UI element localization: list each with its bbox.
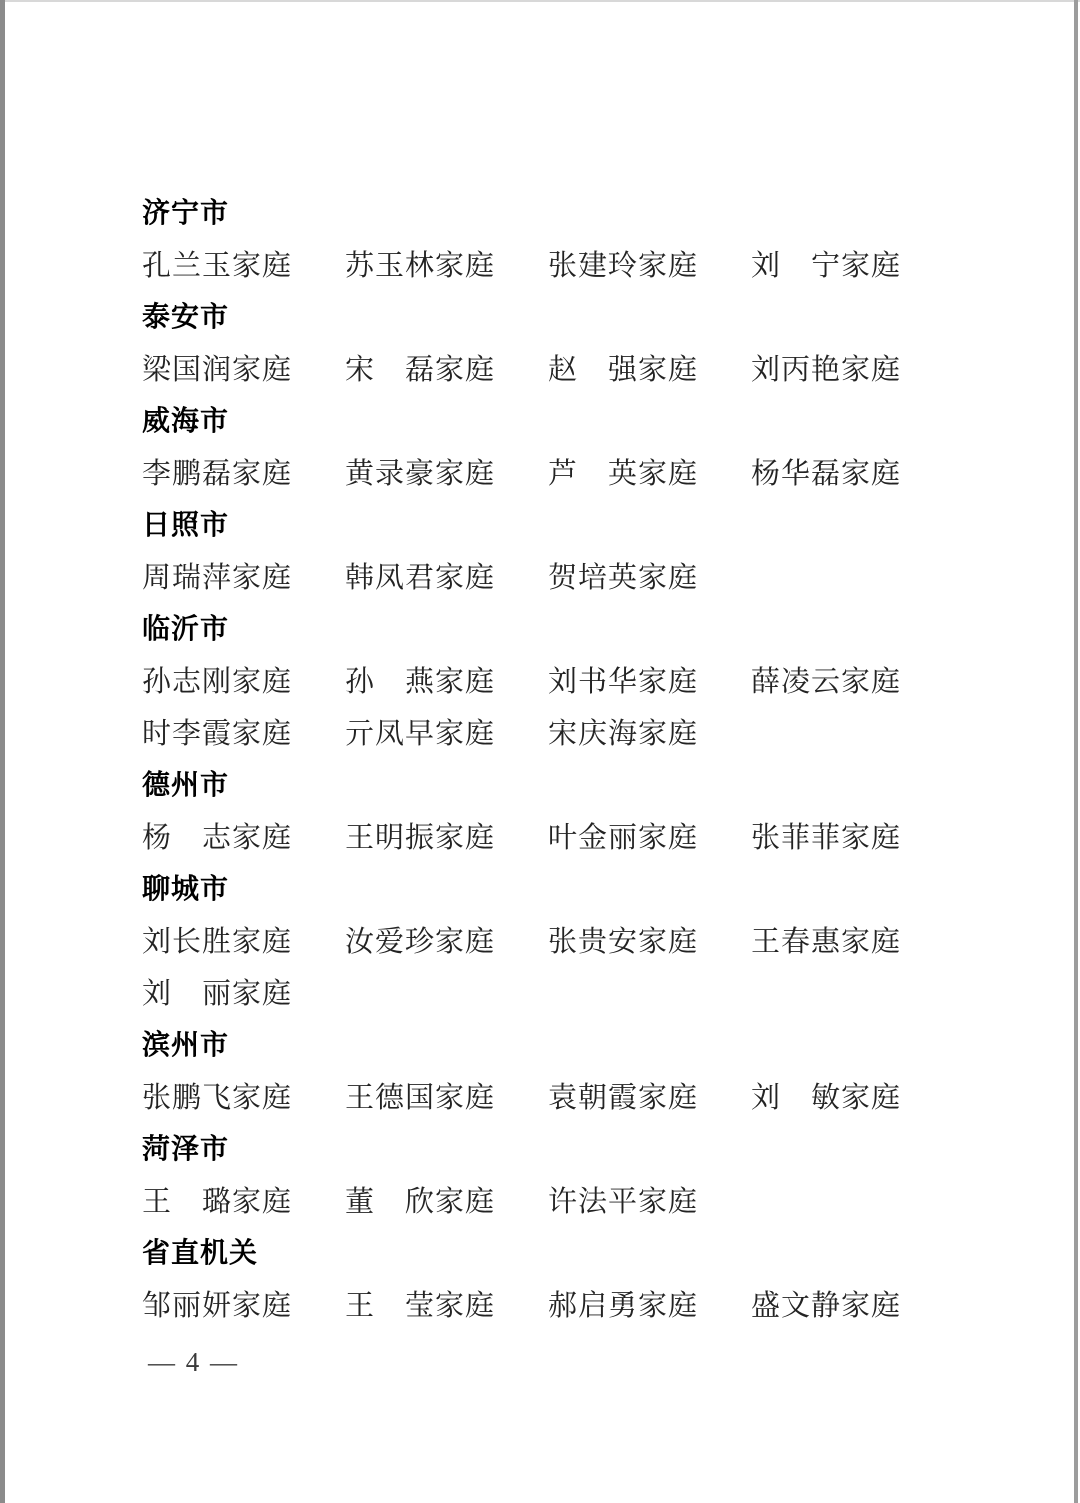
family-name-row — [0, 809, 1080, 861]
family-name: 王春惠家庭 — [751, 925, 902, 958]
city-section — [0, 185, 1080, 289]
city-heading: 聊城市 — [142, 873, 230, 904]
family-name: 刘丙艳家庭 — [751, 353, 902, 386]
city-heading: 日照市 — [142, 509, 230, 540]
family-name: 盛文静家庭 — [751, 1289, 902, 1322]
family-name: 韩凤君家庭 — [345, 561, 496, 594]
family-name: 宋 磊家庭 — [345, 353, 496, 386]
family-name: 郝启勇家庭 — [548, 1289, 699, 1322]
city-heading: 济宁市 — [142, 197, 230, 228]
family-name: 芦 英家庭 — [548, 457, 699, 490]
family-name: 黄录豪家庭 — [345, 457, 496, 490]
family-name: 刘 敏家庭 — [751, 1081, 902, 1114]
family-name: 亓凤早家庭 — [345, 717, 496, 750]
family-name: 刘 丽家庭 — [142, 977, 293, 1010]
city-section — [0, 601, 1080, 757]
family-name: 孔兰玉家庭 — [142, 249, 293, 282]
city-section — [0, 497, 1080, 601]
family-name-row — [0, 965, 1080, 1017]
family-name: 孙志刚家庭 — [142, 665, 293, 698]
family-name: 杨华磊家庭 — [751, 457, 902, 490]
family-name: 梁国润家庭 — [142, 353, 293, 386]
city-section — [0, 757, 1080, 861]
family-name: 袁朝霞家庭 — [548, 1081, 699, 1114]
city-heading: 菏泽市 — [142, 1133, 230, 1164]
family-name: 张贵安家庭 — [548, 925, 699, 958]
family-name: 苏玉林家庭 — [345, 249, 496, 282]
family-name: 杨 志家庭 — [142, 821, 293, 854]
family-name: 王 璐家庭 — [142, 1185, 293, 1218]
page-number: — 4 — — [148, 1346, 239, 1377]
city-heading: 省直机关 — [142, 1237, 259, 1268]
family-name-row — [0, 913, 1080, 965]
family-name-row — [0, 1069, 1080, 1121]
family-name: 汝爱珍家庭 — [345, 925, 496, 958]
family-name: 王 莹家庭 — [345, 1289, 496, 1322]
family-name: 李鹏磊家庭 — [142, 457, 293, 490]
family-name: 刘书华家庭 — [548, 665, 699, 698]
family-name: 赵 强家庭 — [548, 353, 699, 386]
city-section — [0, 1017, 1080, 1121]
family-name-row — [0, 341, 1080, 393]
family-name: 薛凌云家庭 — [751, 665, 902, 698]
family-name: 叶金丽家庭 — [548, 821, 699, 854]
city-section — [0, 1225, 1080, 1329]
family-name: 周瑞萍家庭 — [142, 561, 293, 594]
family-name: 董 欣家庭 — [345, 1185, 496, 1218]
family-name: 贺培英家庭 — [548, 561, 699, 594]
family-name: 许法平家庭 — [548, 1185, 699, 1218]
family-name-row — [0, 237, 1080, 289]
city-heading: 威海市 — [142, 405, 230, 436]
family-name-row — [0, 445, 1080, 497]
city-section — [0, 1121, 1080, 1225]
city-section — [0, 393, 1080, 497]
family-name-row — [0, 653, 1080, 705]
family-name: 王德国家庭 — [345, 1081, 496, 1114]
document-body — [0, 185, 1080, 1329]
family-name: 孙 燕家庭 — [345, 665, 496, 698]
family-name-row — [0, 705, 1080, 757]
family-name: 宋庆海家庭 — [548, 717, 699, 750]
family-name: 张鹏飞家庭 — [142, 1081, 293, 1114]
page-edge-top — [0, 0, 1080, 2]
family-name-row — [0, 1277, 1080, 1329]
family-name: 邹丽妍家庭 — [142, 1289, 293, 1322]
family-name: 时李霞家庭 — [142, 717, 293, 750]
family-name: 刘长胜家庭 — [142, 925, 293, 958]
family-name: 张建玲家庭 — [548, 249, 699, 282]
city-heading: 德州市 — [142, 769, 230, 800]
city-heading: 泰安市 — [142, 301, 230, 332]
family-name-row — [0, 1173, 1080, 1225]
family-name-row — [0, 549, 1080, 601]
city-section — [0, 289, 1080, 393]
city-heading: 临沂市 — [142, 613, 230, 644]
family-name: 刘 宁家庭 — [751, 249, 902, 282]
family-name: 王明振家庭 — [345, 821, 496, 854]
city-section — [0, 861, 1080, 1017]
family-name: 张菲菲家庭 — [751, 821, 902, 854]
city-heading: 滨州市 — [142, 1029, 230, 1060]
